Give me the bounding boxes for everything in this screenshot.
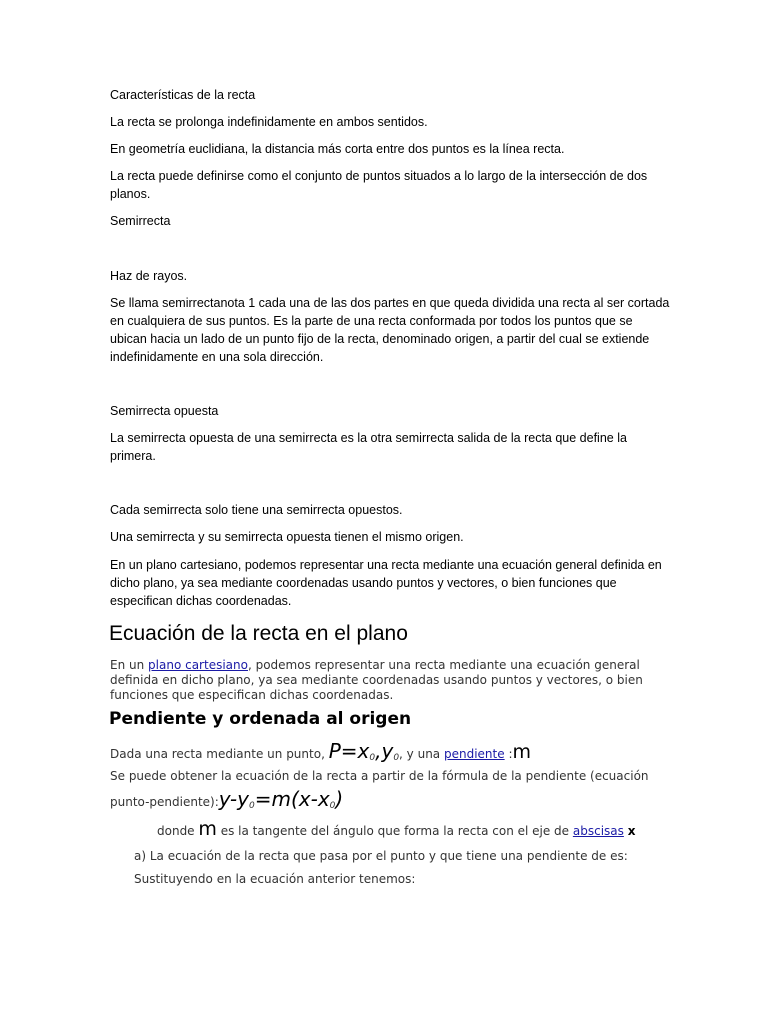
paragraph-prolonga: La recta se prolonga indefinidamente en ambos sentidos.	[110, 115, 428, 129]
paragraph-semirrecta-opuesta: Semirrecta opuesta	[110, 404, 219, 418]
paragraph-plano-cartesiano: En un plano cartesiano, podemos representar una recta mediante una ecuación general definida en dicho plano, ya sea mediante coordenadas usando puntos y vectores, o bien funciones que especifican dichas coordenadas.	[110, 558, 662, 608]
formula-part2: =m(x-x	[254, 787, 330, 811]
line-donde-m	[157, 816, 717, 844]
abscisas-link[interactable]: abscisas	[572, 824, 624, 838]
var-y: y	[381, 739, 394, 763]
formula-part3: )	[335, 787, 344, 811]
var-x-axis: x	[627, 824, 636, 838]
formula-part1: y-y	[218, 787, 249, 811]
var-x: x	[357, 739, 370, 763]
paragraph-geometria: En geometría euclidiana, la distancia más corta entre dos puntos es la línea recta.	[110, 142, 565, 156]
formula-sub1: 0	[248, 801, 255, 811]
paragraph-interseccion: La recta puede definirse como el conjunto de puntos situados a lo largo de la intersección de dos planos.	[110, 169, 648, 201]
comma: ,	[375, 739, 382, 763]
formula-sub2: 0	[329, 801, 336, 811]
line1-colon: :	[504, 747, 513, 761]
web-intro-paragraph	[110, 658, 670, 703]
pendiente-link[interactable]: pendiente	[443, 747, 505, 761]
equals-sign: =	[340, 739, 358, 763]
line-ejemplo-a: a) La ecuación de la recta que pasa por el punto y que tiene una pendiente de es:	[134, 849, 628, 863]
sub-y0: 0	[393, 753, 400, 763]
paragraph-mismo-origen: Una semirrecta y su semirrecta opuesta tienen el mismo origen.	[110, 530, 464, 544]
line-sustituyendo: Sustituyendo en la ecuación anterior tenemos:	[134, 872, 416, 886]
paragraph-semirrecta-definicion: Se llama semirrectanota 1 cada una de las dos partes en que queda dividida una recta al ser cortada en cualquiera de sus puntos. Es la parte de una recta conformada por todos los puntos que se ubican hacia un lado de un punto fijo de la recta, denominado origen, a partir del cual se extiende indefinidamente en una sola dirección.	[110, 296, 670, 364]
paragraph-cada-semirrecta: Cada semirrecta solo tiene una semirrecta opuestos.	[110, 503, 403, 517]
line1-mid: , y una	[399, 747, 444, 761]
paragraph-caracteristicas: Características de la recta	[110, 88, 256, 102]
line-punto-pendiente-formula	[110, 786, 670, 819]
line1-pre: Dada una recta mediante un punto,	[110, 747, 329, 761]
line-formula-text: Se puede obtener la ecuación de la recta a partir de la fórmula de la pendiente (ecuación	[110, 769, 649, 783]
paragraph-opuesta-definicion: La semirrecta opuesta de una semirrecta es la otra semirrecta salida de la recta que define la primera.	[110, 431, 627, 463]
line2-pre: punto-pendiente):	[110, 795, 219, 809]
sub-x0: 0	[369, 753, 376, 763]
line3-pre: donde	[157, 824, 199, 838]
paragraph-haz-de-rayos: Haz de rayos.	[110, 269, 188, 283]
point-p: P	[328, 739, 341, 763]
intro-text-post: , podemos representar una recta mediante una ecuación general definida en dicho plano, ya sea mediante coordenadas usando puntos y vectores, o bien funciones que especifican dichas coordenadas.	[110, 658, 643, 702]
var-m: m	[512, 741, 531, 763]
line-punto-pendiente	[110, 738, 670, 771]
var-m-donde: m	[198, 818, 217, 840]
plano-cartesiano-link[interactable]: plano cartesiano	[148, 658, 248, 672]
line3-mid: es la tangente del ángulo que forma la recta con el eje de	[216, 824, 573, 838]
intro-text-pre: En un	[110, 658, 149, 672]
paragraph-semirrecta: Semirrecta	[110, 214, 171, 228]
heading-ecuacion-recta: Ecuación de la recta en el plano	[109, 622, 408, 645]
heading-pendiente-ordenada: Pendiente y ordenada al origen	[109, 709, 412, 729]
